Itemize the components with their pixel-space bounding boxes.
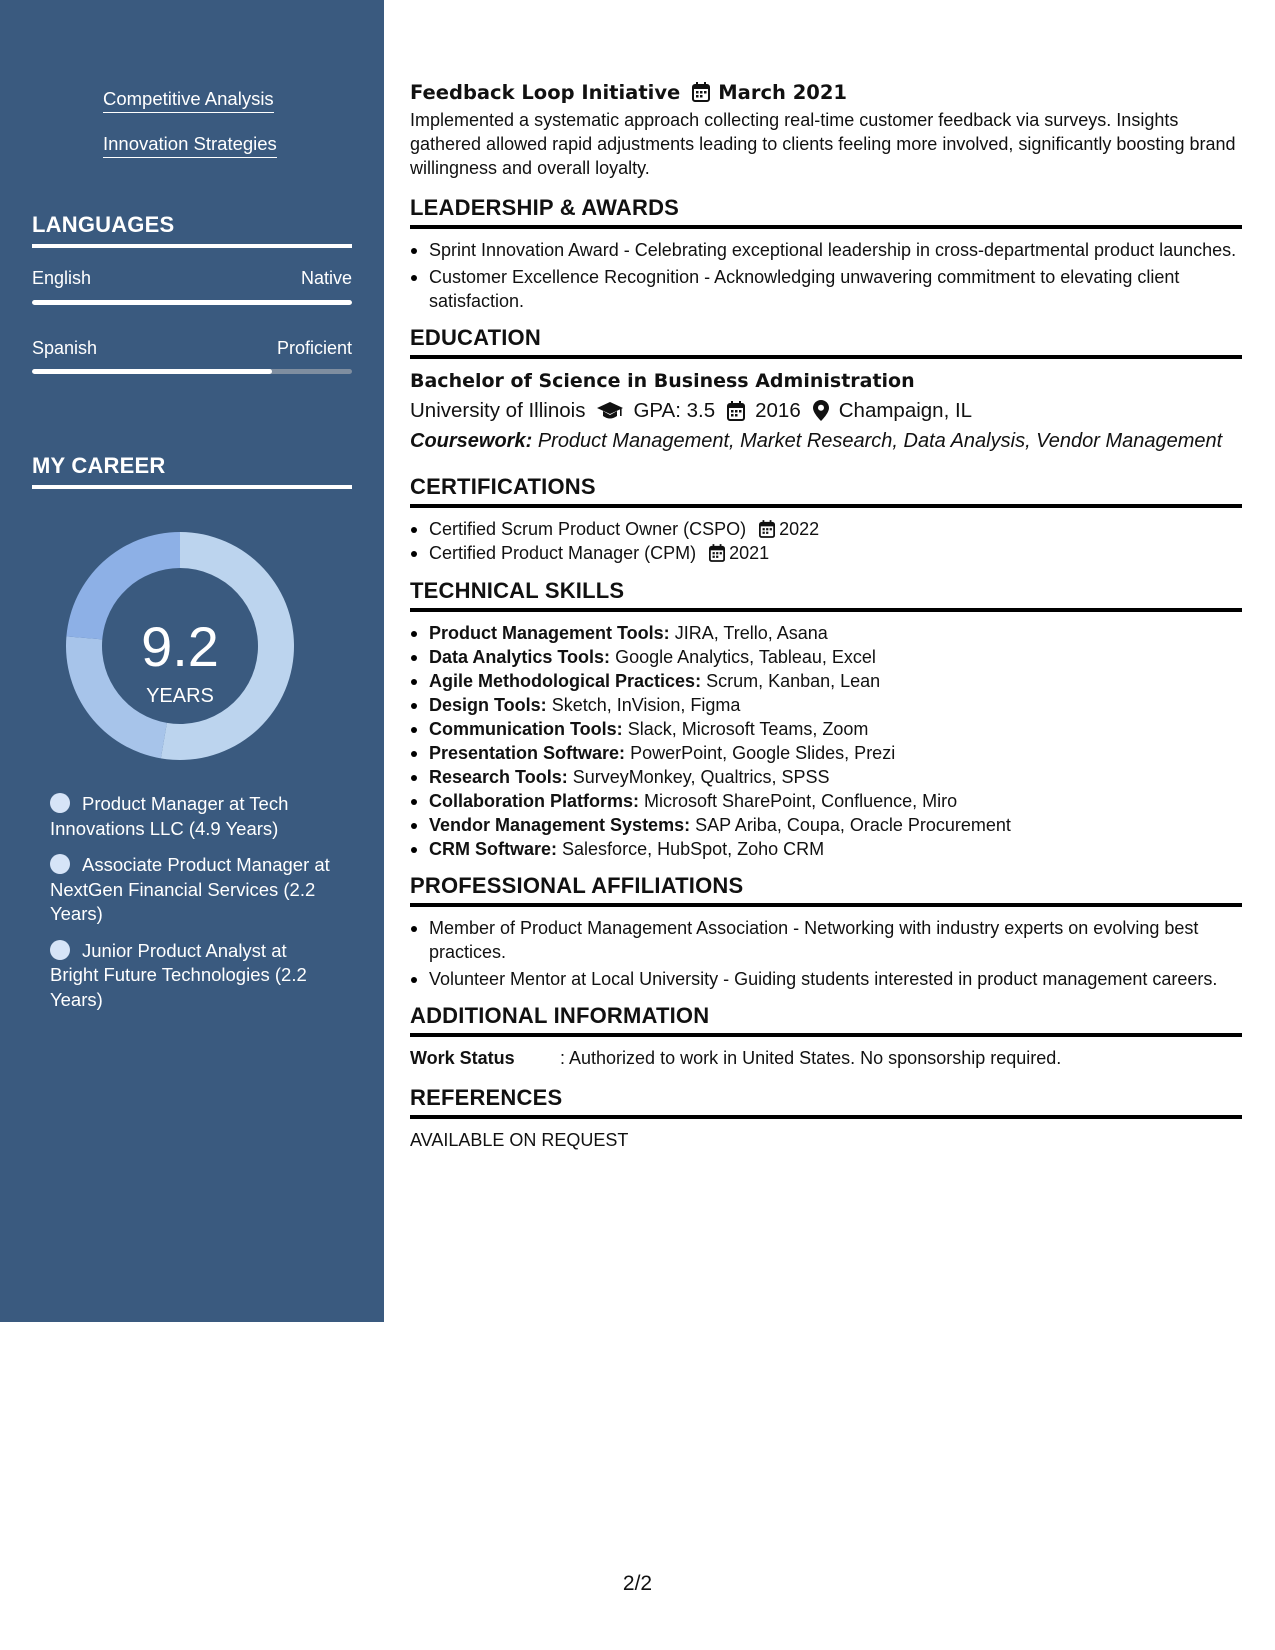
certification-name: Certified Scrum Product Owner (CSPO) [429,519,747,539]
list-item [410,693,1242,717]
section-title-technical-skills: TECHNICAL SKILLS [410,578,1242,612]
career-item-label: Product Manager at Tech Innovations LLC (4.9 Years) [50,793,289,839]
list-item [410,717,1242,741]
language-bar-fill [32,300,352,305]
education-coursework [410,426,1242,457]
list-item: Customer Excellence Recognition - Acknowledging unwavering commitment to elevating client satisfaction. [410,265,1242,313]
skill-value: Slack, Microsoft Teams, Zoom [627,719,869,739]
list-item [410,541,1242,565]
section-title-references: REFERENCES [410,1085,1242,1119]
work-status-row [410,1046,1242,1070]
list-item: Sprint Innovation Award - Celebrating exceptional leadership in cross-departmental product launches. [410,238,1242,262]
career-dot-icon [50,854,70,874]
calendar-icon [709,544,725,562]
skill-label: Collaboration Platforms: [429,791,640,811]
map-pin-icon [813,400,829,421]
coursework-value: Product Management, Market Research, Data Analysis, Vendor Management [537,430,1223,452]
career-donut-chart [66,532,294,760]
language-bar-fill [32,369,272,374]
list-item: Member of Product Management Association - Networking with industry experts on evolving best practices. [410,916,1242,964]
education-location: Champaign, IL [838,399,973,422]
language-level: Native [300,268,352,288]
graduation-cap-icon [597,402,623,420]
list-item [410,837,1242,861]
section-title-certifications: CERTIFICATIONS [410,474,1242,508]
list-item [410,741,1242,765]
skill-value: Salesforce, HubSpot, Zoho CRM [562,839,825,859]
calendar-icon [692,82,710,102]
section-title-additional-information: ADDITIONAL INFORMATION [410,1003,1242,1037]
career-item-label: Associate Product Manager at NextGen Financial Services (2.2 Years) [50,854,330,924]
section-title-education: EDUCATION [410,325,1242,359]
career-heading: MY CAREER [32,453,352,489]
career-item [50,853,330,927]
skill-label: Presentation Software: [429,743,626,763]
section-title-leadership: LEADERSHIP & AWARDS [410,195,1242,229]
list-item [410,789,1242,813]
language-name: Spanish [32,338,98,358]
skill-label: Product Management Tools: [429,623,670,643]
languages-heading: LANGUAGES [32,212,352,248]
language-level: Proficient [276,338,352,358]
skill-label: Research Tools: [429,767,568,787]
education-year: 2016 [755,399,801,422]
education-meta [410,395,1242,426]
project-header [410,78,1242,106]
page-number: 2/2 [622,1572,653,1595]
language-row-spanish [32,338,352,359]
skill-link-competitive-analysis[interactable]: Competitive Analysis [103,88,274,113]
skill-label: CRM Software: [429,839,558,859]
list-item [410,645,1242,669]
skill-value: PowerPoint, Google Slides, Prezi [630,743,896,763]
calendar-icon [727,401,745,421]
certifications-list [410,517,1242,565]
section-title-affiliations: PROFESSIONAL AFFILIATIONS [410,873,1242,907]
skill-value: Google Analytics, Tableau, Excel [615,647,876,667]
skill-label: Agile Methodological Practices: [429,671,702,691]
list-item [410,669,1242,693]
technical-skills-list [410,621,1242,861]
skill-value: SurveyMonkey, Qualtrics, SPSS [572,767,830,787]
project-title: Feedback Loop Initiative [410,80,681,104]
affiliations-list [410,916,1242,991]
list-item [410,813,1242,837]
skill-value: Microsoft SharePoint, Confluence, Miro [644,791,958,811]
certification-year: 2021 [729,543,770,563]
work-status-value: : Authorized to work in United States. No sponsorship required. [560,1048,1062,1068]
skill-label: Data Analytics Tools: [429,647,611,667]
skill-value: Sketch, InVision, Figma [551,695,741,715]
leadership-list [410,238,1242,313]
language-bar-spanish [32,369,352,374]
references-text: AVAILABLE ON REQUEST [410,1130,629,1150]
career-total-value: 9.2 [141,615,219,678]
career-item-label: Junior Product Analyst at Bright Future Technologies (2.2 Years) [50,939,307,1010]
language-name: English [32,268,92,288]
skill-link-innovation-strategies[interactable]: Innovation Strategies [103,133,277,158]
career-total-unit: YEARS [146,685,214,707]
certification-name: Certified Product Manager (CPM) [429,543,697,563]
skill-label: Vendor Management Systems: [429,815,691,835]
career-list [50,792,330,1024]
skill-label: Communication Tools: [429,719,623,739]
list-item [410,517,1242,541]
coursework-label: Coursework: [410,430,533,452]
skill-value: JIRA, Trello, Asana [674,623,828,643]
list-item [410,621,1242,645]
work-status-label: Work Status [410,1048,515,1068]
list-item: Volunteer Mentor at Local University - Guiding students interested in product management careers. [410,967,1242,991]
calendar-icon [759,520,775,538]
career-dot-icon [50,940,70,960]
main-content [410,78,1242,1152]
career-dot-icon [50,793,70,813]
certification-year: 2022 [779,519,820,539]
skill-value: SAP Ariba, Coupa, Oracle Procurement [695,815,1011,835]
language-bar-english [32,300,352,305]
sidebar [0,0,384,1322]
project-date: March 2021 [718,80,847,104]
skill-label: Design Tools: [429,695,547,715]
language-row-english [32,268,352,289]
education-school: University of Illinois [410,399,586,422]
career-item [50,792,330,841]
list-item [410,765,1242,789]
project-description: Implemented a systematic approach collecting real-time customer feedback via surveys. Insights gathered allowed rapid adjustments leading to clients feeling more involved, significantly boosting brand willingness and overall loyalty. [410,110,1236,178]
education-gpa: GPA: 3.5 [633,399,716,422]
education-degree: Bachelor of Science in Business Administration [410,370,915,392]
career-item [50,939,330,1013]
skill-value: Scrum, Kanban, Lean [706,671,881,691]
